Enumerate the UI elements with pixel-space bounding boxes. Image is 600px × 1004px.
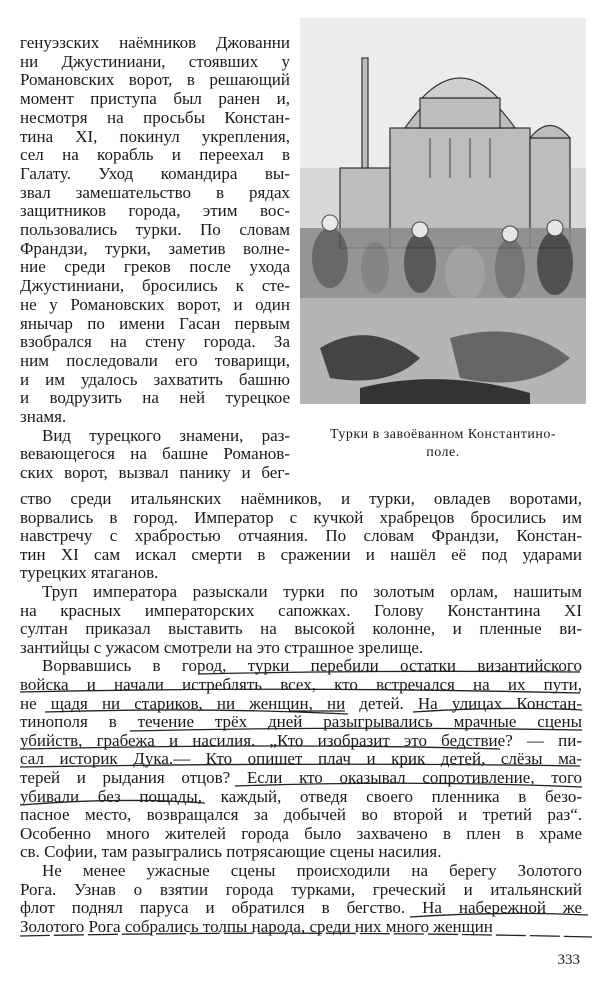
text-line: янычар по имени Гасан первым <box>20 313 290 333</box>
text-line: Галату. Уход командира вы- <box>20 163 290 183</box>
text-line: тинополя в течение трёх дней разыгрывались мрачные сцены <box>20 712 582 732</box>
text-line: и им удалось захватить башню <box>20 369 290 389</box>
text-line: пользовались турки. По словам <box>20 220 290 239</box>
text-line: звал замешательство в рядах <box>20 182 290 202</box>
text-line: Романовских ворот, в решающий <box>20 70 290 90</box>
text-line: сал историк Дука.— Кто опишет плач и крик детей, слёзы ма- <box>20 749 582 769</box>
text-line: защитников города, этим вос- <box>20 201 290 221</box>
text-line: турецких ятаганов. <box>20 563 159 583</box>
text-line: Франдзи, турки, заметив волне- <box>20 238 290 258</box>
text-line: убивали без пощады, каждый, отведя своего пленника в безо- <box>20 786 582 806</box>
text-line: Особенно много жителей города было захвачено в плен в храме <box>20 823 582 843</box>
text-line: султан приказал выставить на высокой колонне, и пленные ви- <box>20 619 582 639</box>
text-line: ских ворот, вызвал панику и бег- <box>20 463 290 483</box>
text-line: Джустиниани, бросились к сте- <box>20 276 290 296</box>
text-line: ни Джустиниани, стоявших у <box>20 51 290 71</box>
text-line: Вид турецкого знамени, раз- <box>42 425 290 445</box>
text-line: на красных императорских сапожках. Голову Константина XI <box>20 600 582 620</box>
text-line: и водрузить на ней турецкое <box>20 388 290 408</box>
text-line: св. Софии, там разыгрались потрясающие сцены насилия. <box>20 842 442 862</box>
text-line: ство среди итальянских наёмников, и турки, овладев воротами, <box>20 489 582 508</box>
text-line: пасное место, возвращался за добычей во второй и третий раз“. <box>20 805 582 825</box>
text-line: момент приступа был ранен и, <box>20 89 290 109</box>
illustration-caption-line-1: Турки в завоёванном Константино- <box>329 427 557 442</box>
text-line: зантийцы с ужасом смотрели на это страшное зрелище. <box>20 637 424 657</box>
text-line: не щадя ни стариков, ни женщин, ни детей. На улицах Констан- <box>20 693 582 713</box>
text-line: знамя. <box>20 407 67 426</box>
illustration-turks-in-constantinople <box>300 18 586 404</box>
text-line: ворвались в город. Император с кучкой храбрецов бросились им <box>20 507 582 527</box>
text-line: Золотого Рога собрались толпы народа, среди них много женщин <box>20 916 493 936</box>
text-line: сел на корабль и переехал в <box>20 145 290 165</box>
text-line: тин XI сам искал смерти в сражении и нашёл её под ударами <box>20 544 582 564</box>
text-line: навстречу с храбростью отчаяния. По словам Франдзи, Констан- <box>20 526 582 546</box>
text-line: вевающегося на башне Романов- <box>20 444 290 464</box>
text-line: Рога. Узнав о взятии города турками, греческий и итальянский <box>20 879 582 899</box>
text-line: убийств, грабежа и насилия. „Кто изобразит это бедствие? — пи- <box>20 730 582 750</box>
text-line: ние среди греков после ухода <box>20 257 290 277</box>
text-line: не у Романовских ворот, и один <box>20 294 290 314</box>
text-line: Труп императора разыскали турки по золотым орлам, нашитым <box>42 582 582 601</box>
text-line: терей и рыдания отцов? Если кто оказывал сопротивление, того <box>20 768 582 787</box>
text-line: генуэзских наёмников Джованни <box>20 33 290 52</box>
illustration-caption-line-2: поле. <box>426 445 460 460</box>
page-number: 333 <box>557 952 580 968</box>
text-line: несмотря на просьбы Констан- <box>20 107 290 127</box>
text-line: тина XI, покинул укрепления, <box>20 126 290 146</box>
text-line: взобрался на стену города. За <box>20 332 290 352</box>
text-line: войска и начали истреблять всех, кто встречался на их пути, <box>20 675 582 694</box>
text-line: Ворвавшись в город, турки перебили остатки византийского <box>42 656 582 676</box>
text-line: Не менее ужасные сцены происходили на берегу Золотого <box>42 861 582 880</box>
text-line: флот поднял паруса и обратился в бегство. На набережной же <box>20 898 582 918</box>
text-line: ним последовали его товарищи, <box>20 350 290 370</box>
